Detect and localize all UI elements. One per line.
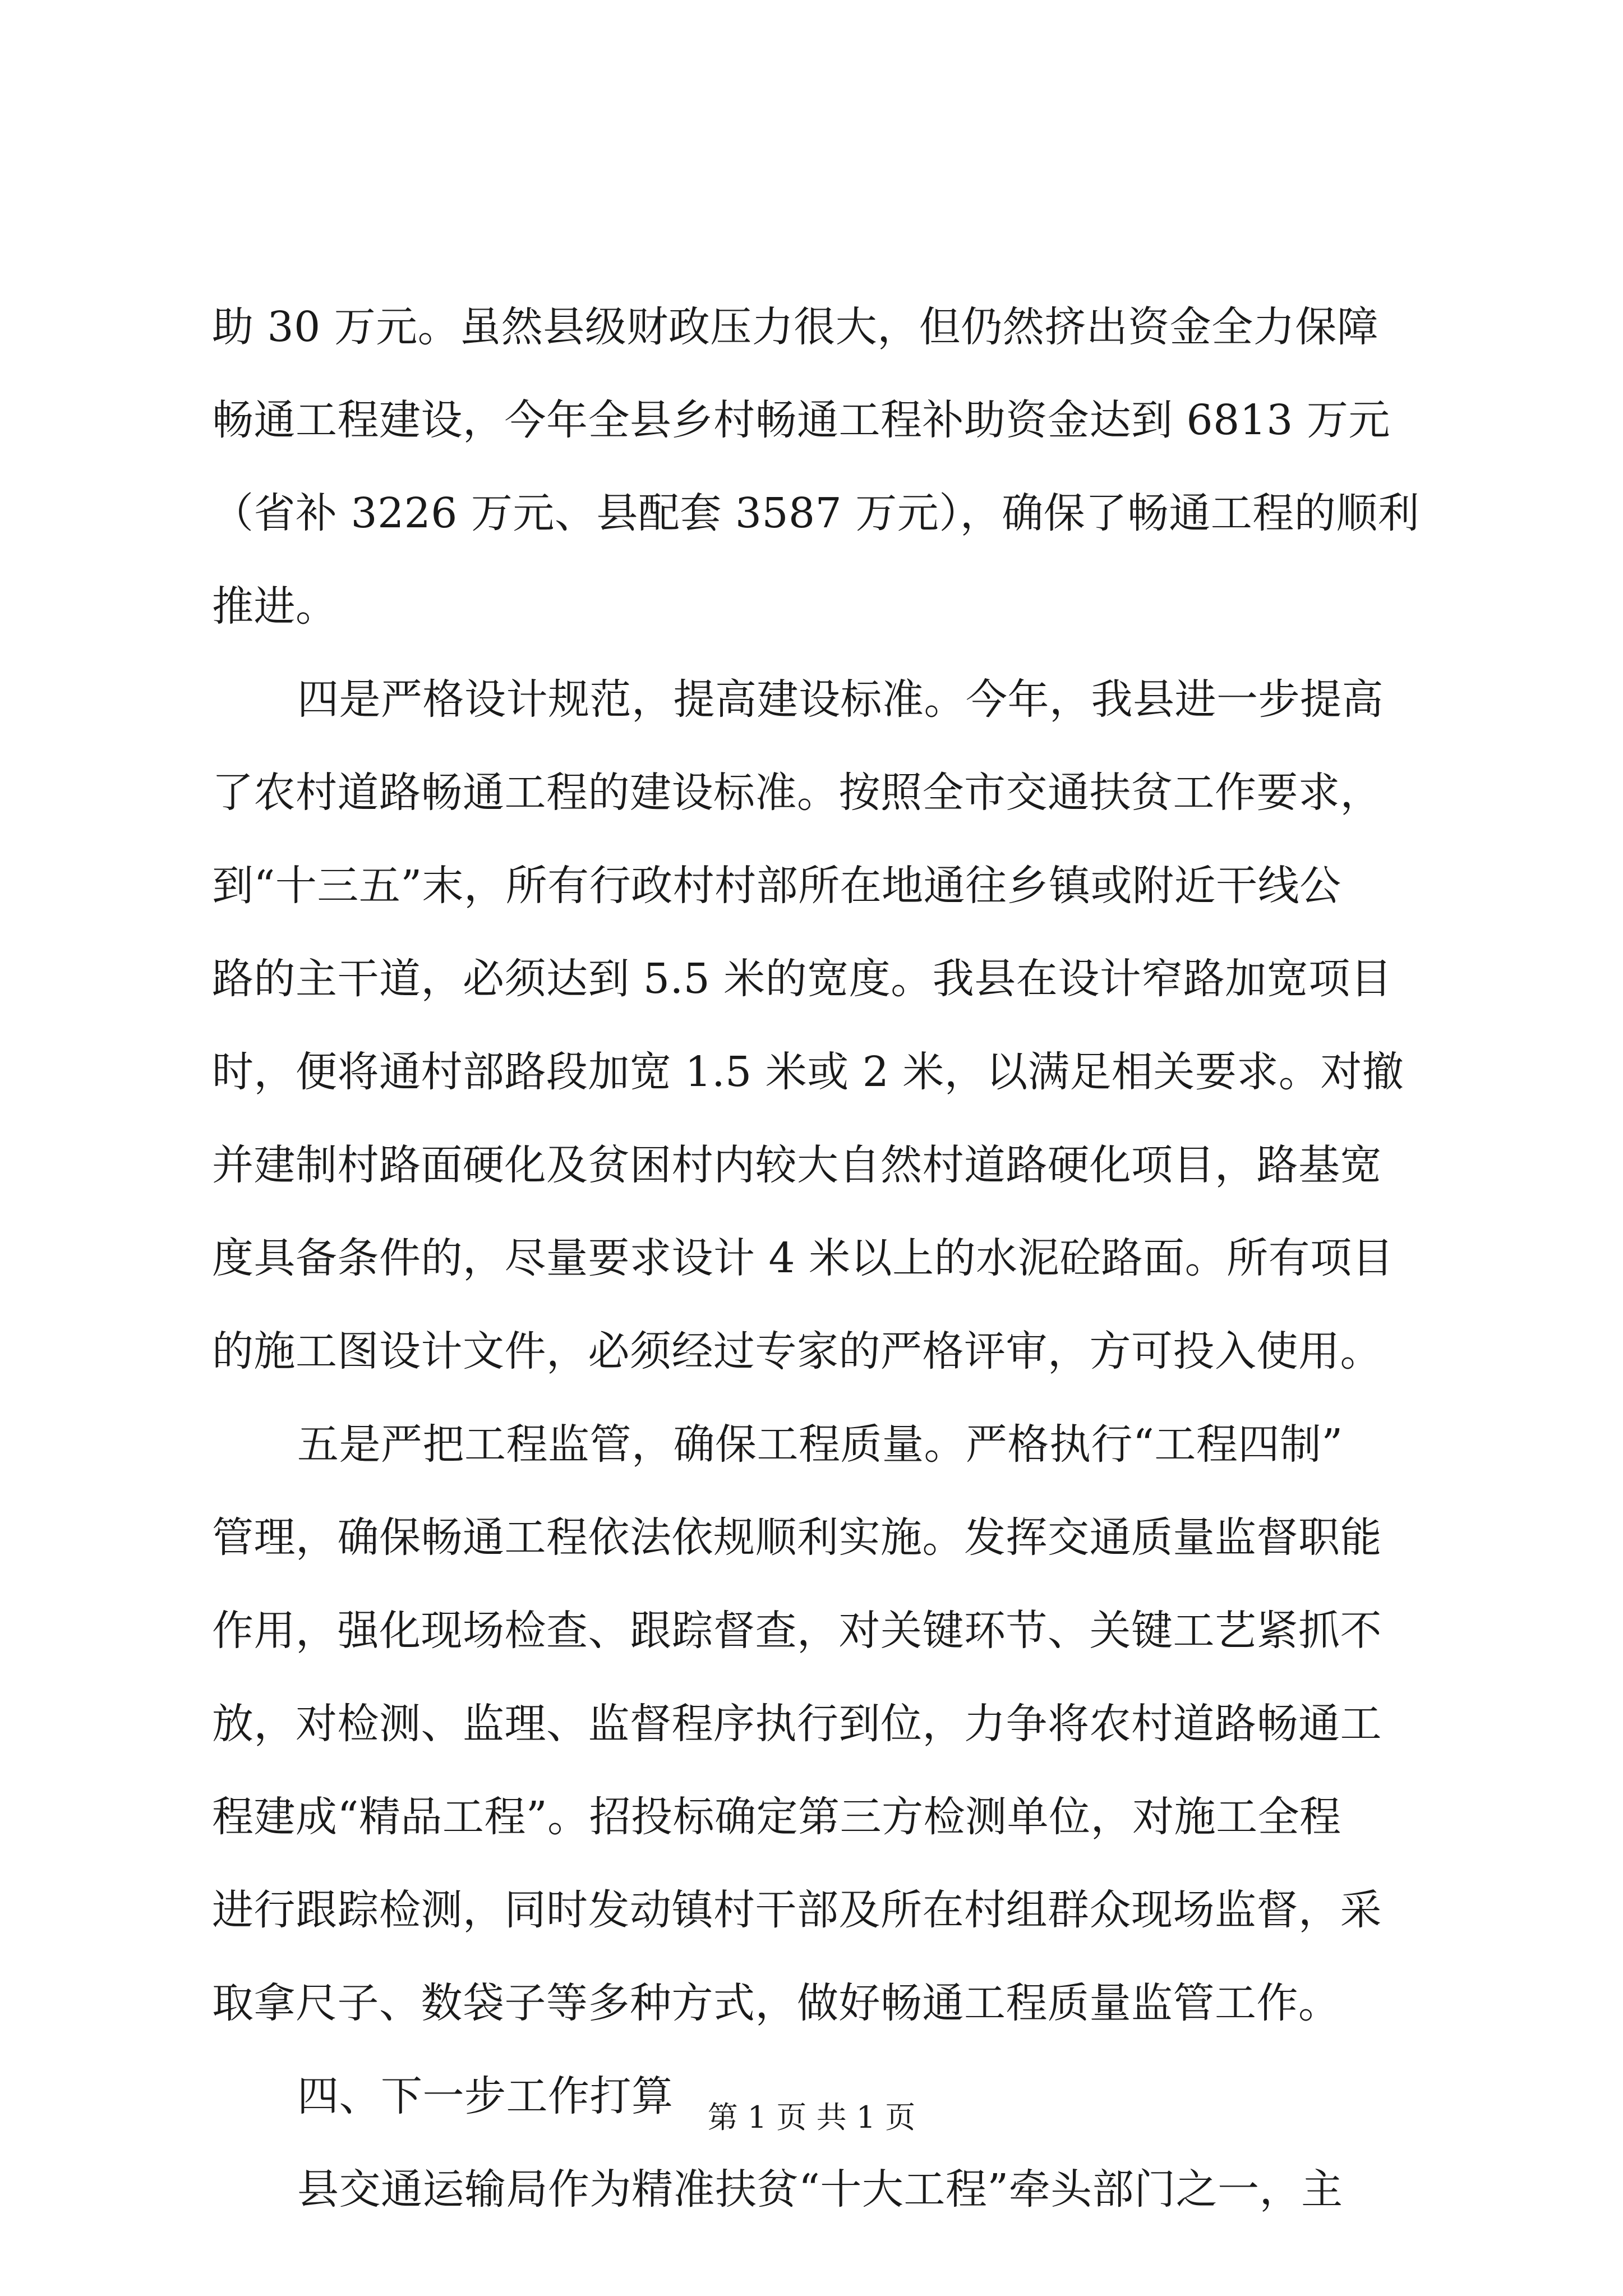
body-text-line: 时，便将通村部路段加宽 1.5 米或 2 米，以满足相关要求。对撤: [212, 1048, 1404, 1096]
body-text-line: 并建制村路面硬化及贫困村内较大自然村道路硬化项目，路基宽: [212, 1141, 1382, 1189]
body-text-line: 的施工图设计文件，必须经过专家的严格评审，方可投入使用。: [212, 1327, 1382, 1375]
paragraph-first-line: 四是严格设计规范，提高建设标准。今年，我县进一步提高: [297, 675, 1384, 724]
page-footer: 第 1 页 共 1 页: [707, 2100, 916, 2135]
body-text-line: 进行跟踪检测，同时发动镇村干部及所在村组群众现场监督，采: [212, 1886, 1382, 1934]
body-text-line: 度具备条件的，尽量要求设计 4 米以上的水泥砼路面。所有项目: [212, 1234, 1394, 1282]
body-text-line: 取拿尺子、数袋子等多种方式，做好畅通工程质量监管工作。: [212, 1979, 1340, 2027]
body-text-line: 程建成“精品工程”。招投标确定第三方检测单位，对施工全程: [212, 1793, 1341, 1841]
body-text-line: 助 30 万元。虽然县级财政压力很大，但仍然挤出资金全力保障: [212, 303, 1379, 351]
body-text-line: 作用，强化现场检查、跟踪督查，对关键环节、关键工艺紧抓不: [212, 1607, 1382, 1655]
body-text-line: 到“十三五”末，所有行政村村部所在地通往乡镇或附近干线公: [212, 862, 1341, 910]
body-text-line: 路的主干道，必须达到 5.5 米的宽度。我县在设计窄路加宽项目: [212, 955, 1393, 1003]
paragraph-first-line: 县交通运输局作为精准扶贫“十大工程”牵头部门之一，主: [297, 2165, 1343, 2214]
body-text-line: 了农村道路畅通工程的建设标准。按照全市交通扶贫工作要求，: [212, 769, 1382, 817]
body-text-line: 畅通工程建设，今年全县乡村畅通工程补助资金达到 6813 万元: [212, 396, 1390, 444]
body-text-line: 推进。: [212, 582, 338, 631]
section-heading: 四、下一步工作打算: [297, 2072, 674, 2120]
paragraph-first-line: 五是严把工程监管，确保工程质量。严格执行“工程四制”: [297, 1420, 1343, 1469]
body-text-line: 放，对检测、监理、监督程序执行到位，力争将农村道路畅通工: [212, 1700, 1382, 1748]
body-text-line: 管理，确保畅通工程依法依规顺利实施。发挥交通质量监督职能: [212, 1513, 1382, 1562]
body-text-line: （省补 3226 万元、县配套 3587 万元），确保了畅通工程的顺利: [212, 489, 1420, 537]
